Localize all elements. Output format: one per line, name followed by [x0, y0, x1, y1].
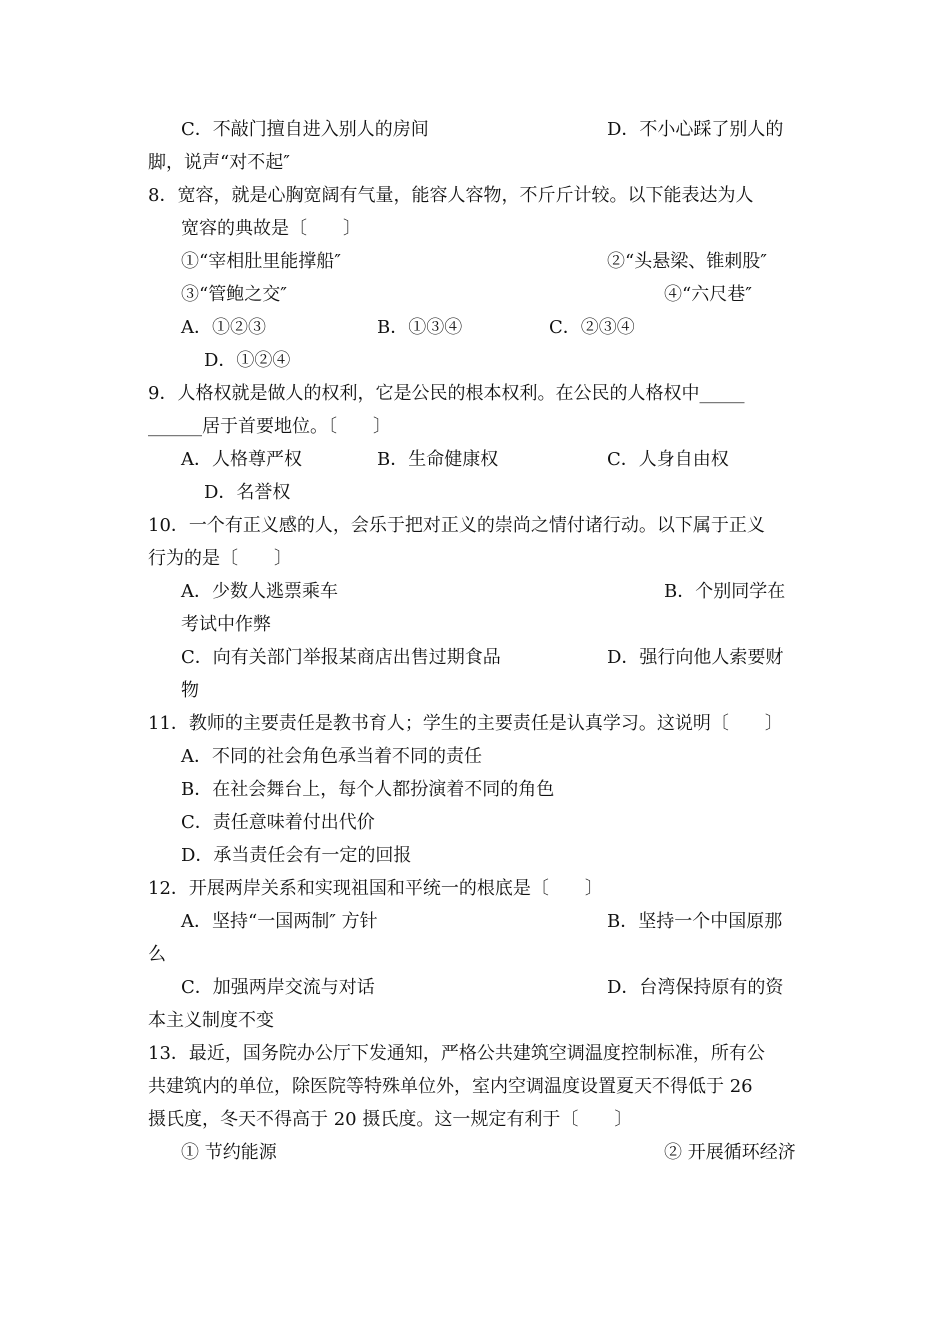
q12-option-d: D．台湾保持原有的资: [607, 977, 784, 998]
q13-item-1: ① 节约能源: [181, 1142, 277, 1163]
q10-option-d: D．强行向他人索要财: [607, 647, 784, 668]
q11-option-a: A．不同的社会角色承当着不同的责任: [181, 746, 482, 767]
q8-item-3: ③“管鲍之交″: [181, 284, 287, 305]
q10-option-b-continued: 考试中作弊: [181, 614, 271, 635]
q9-stem-line-1: 9．人格权就是做人的权利，它是公民的根本权利。在公民的人格权中_____: [148, 383, 745, 404]
q11-stem: 11．教师的主要责任是教书育人；学生的主要责任是认真学习。这说明〔 〕: [148, 713, 783, 734]
q11-option-d: D．承当责任会有一定的回报: [181, 845, 412, 866]
q8-item-1: ①“宰相肚里能撑船″: [181, 251, 341, 272]
q9-option-a: A．人格尊严权: [181, 449, 302, 470]
q9-option-d: D．名誉权: [204, 482, 291, 503]
q12-option-d-continued: 本主义制度不变: [148, 1010, 274, 1031]
q7-option-d-continued: 脚，说声“对不起″: [148, 152, 290, 173]
q8-option-d: D．①②④: [204, 350, 291, 371]
q13-stem-line-3: 摄氏度，冬天不得高于 20 摄氏度。这一规定有利于〔 〕: [148, 1109, 633, 1130]
q8-option-a: A．①②③: [181, 317, 266, 338]
q7-option-d: D．不小心踩了别人的: [607, 119, 784, 140]
q10-stem-line-1: 10．一个有正义感的人，会乐于把对正义的崇尚之情付诸行动。以下属于正义: [148, 515, 765, 536]
q12-stem: 12．开展两岸关系和实现祖国和平统一的根底是〔 〕: [148, 878, 603, 899]
q11-option-c: C．责任意味着付出代价: [181, 812, 375, 833]
q9-option-c: C．人身自由权: [607, 449, 729, 470]
q8-option-b: B．①③④: [377, 317, 463, 338]
q13-stem-line-1: 13．最近，国务院办公厅下发通知，严格公共建筑空调温度控制标准，所有公: [148, 1043, 765, 1064]
q10-stem-line-2: 行为的是〔 〕: [148, 548, 292, 569]
q9-option-b: B．生命健康权: [377, 449, 499, 470]
q11-option-b: B．在社会舞台上，每个人都扮演着不同的角色: [181, 779, 555, 800]
q12-option-b-continued: 么: [148, 944, 166, 965]
q10-option-a: A．少数人逃票乘车: [181, 581, 338, 602]
q8-stem-line-2: 宽容的典故是〔 〕: [181, 218, 361, 239]
q12-option-a: A．坚持“一国两制″ 方针: [181, 911, 378, 932]
q10-option-c: C．向有关部门举报某商店出售过期食品: [181, 647, 501, 668]
q12-option-c: C．加强两岸交流与对话: [181, 977, 375, 998]
q10-option-d-continued: 物: [181, 680, 199, 701]
q7-option-c: C．不敲门擅自进入别人的房间: [181, 119, 429, 140]
q13-item-2: ② 开展循环经济: [664, 1142, 796, 1163]
q13-stem-line-2: 共建筑内的单位，除医院等特殊单位外，室内空调温度设置夏天不得低于 26: [148, 1076, 753, 1097]
q10-option-b: B．个别同学在: [664, 581, 786, 602]
q12-option-b: B．坚持一个中国原那: [607, 911, 783, 932]
q8-option-c: C．②③④: [549, 317, 635, 338]
q8-stem-line-1: 8．宽容，就是心胸宽阔有气量，能容人容物，不斤斤计较。以下能表达为人: [148, 185, 754, 206]
q9-stem-line-2: ______居于首要地位。〔 〕: [148, 416, 391, 437]
q8-item-2: ②“头悬梁、锥刺股″: [607, 251, 767, 272]
q8-item-4: ④“六尺巷″: [664, 284, 752, 305]
